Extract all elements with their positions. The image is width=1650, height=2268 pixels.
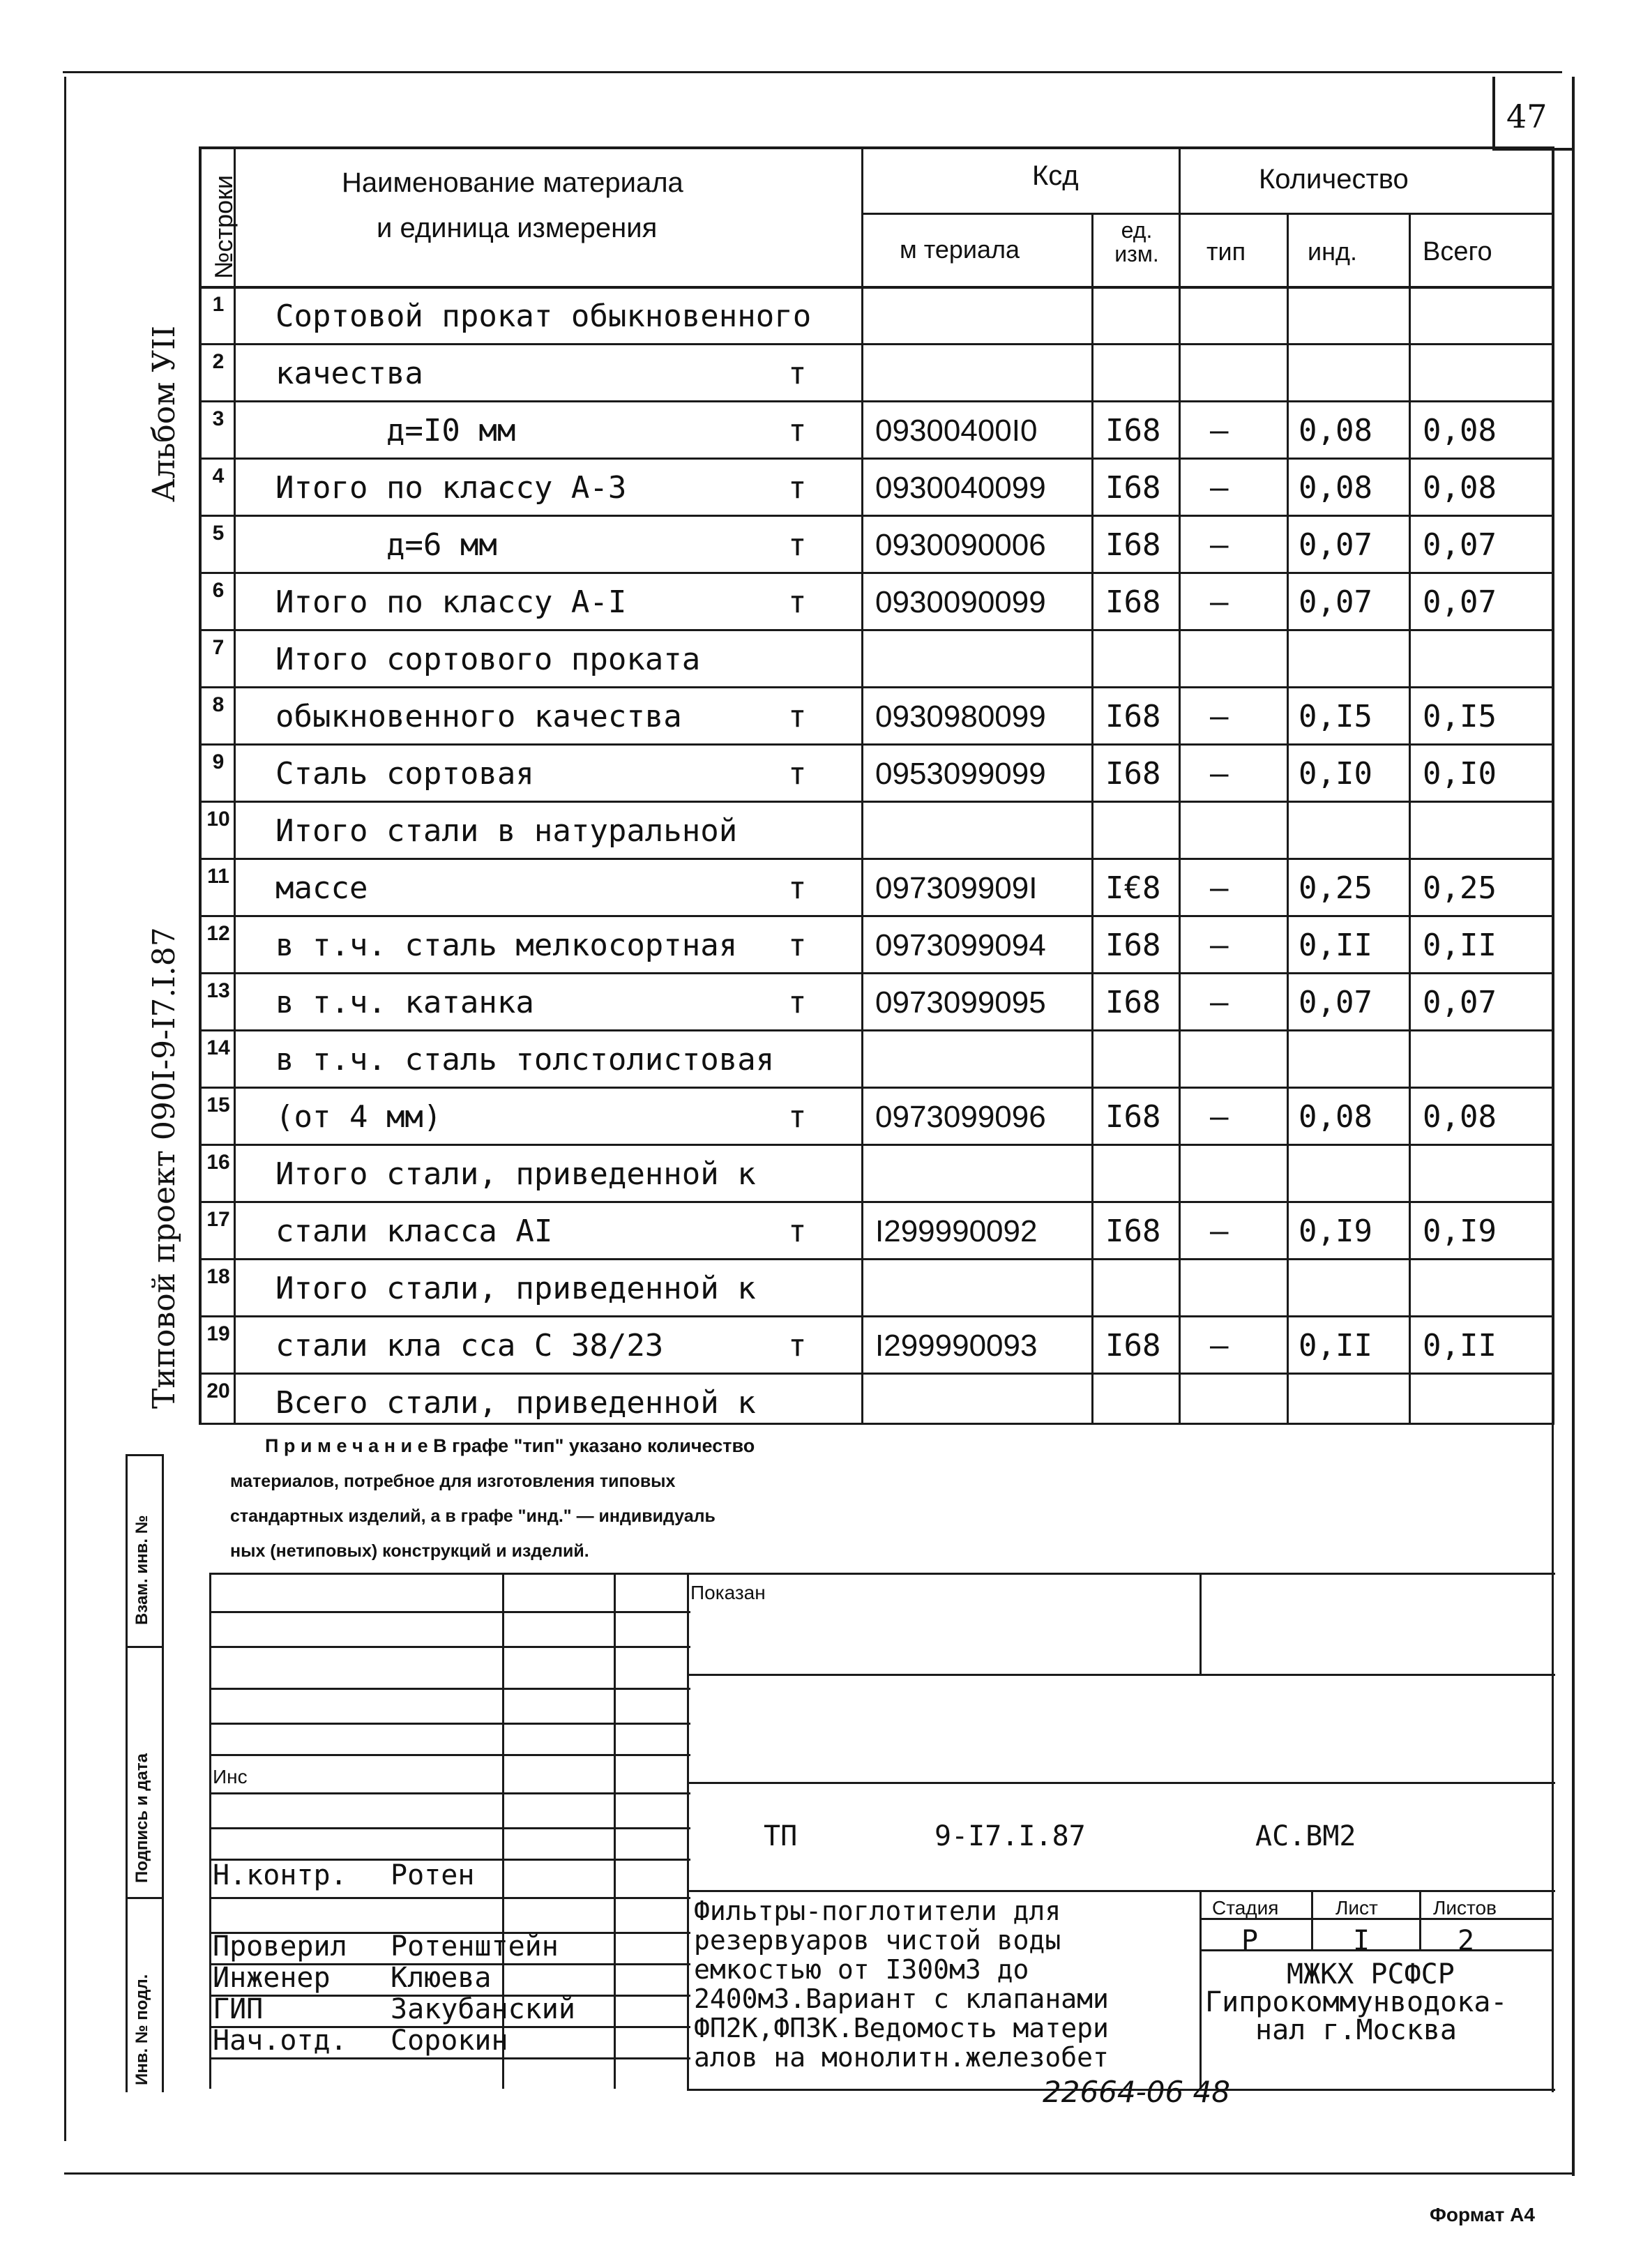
qty-type: – <box>1210 1214 1229 1249</box>
stamp-title-line: Фильтры-поглотители для <box>694 1896 1061 1926</box>
name-header-line2: и единица измерения <box>377 213 658 243</box>
row-number: 4 <box>212 464 225 487</box>
unit-letter: т <box>788 928 807 963</box>
qty-total: 0,I0 <box>1423 756 1497 792</box>
row-number-header: №строки <box>209 174 238 279</box>
qty-ind: 0,08 <box>1299 413 1372 448</box>
stamp-side-col-left <box>126 1454 128 2092</box>
material-code: 097309909I <box>875 871 1038 905</box>
stage-label: Стадия <box>1212 1897 1279 1919</box>
qty-total: 0,I5 <box>1423 699 1497 734</box>
unit-letter: т <box>788 756 807 792</box>
unit-letter: т <box>788 699 807 734</box>
stamp-role: Инженер <box>213 1962 331 1994</box>
material-name: д=6 мм <box>275 527 497 563</box>
unit-letter: т <box>788 985 807 1020</box>
material-name: Всего стали, приведенной к <box>275 1385 756 1421</box>
qty-total: 0,07 <box>1423 527 1497 563</box>
material-name: в т.ч. сталь мелкосортная <box>275 928 738 963</box>
material-name: (от 4 мм) <box>275 1099 442 1135</box>
table-row-line <box>199 1029 1552 1031</box>
table-row-line <box>199 629 1552 631</box>
sheet-value: I <box>1353 1925 1370 1957</box>
table-row-line <box>199 1144 1552 1146</box>
sheets-label: Листов <box>1433 1897 1497 1919</box>
stamp-title-line: 2400м3.Вариант с клапанами <box>694 1983 1109 2014</box>
table-row-line <box>199 1315 1552 1317</box>
stamp-left-row <box>209 1827 690 1829</box>
material-header: м териала <box>900 235 1020 264</box>
table-row-line <box>199 458 1552 460</box>
stamp-person-name: Сорокин <box>391 2025 508 2057</box>
row-number: 16 <box>206 1151 230 1174</box>
unit-code: I68 <box>1105 756 1161 792</box>
stamp-mid1 <box>687 1674 1555 1676</box>
album-label: Альбом УII <box>146 326 182 502</box>
table-top-line <box>199 146 1552 149</box>
table-row-line <box>199 801 1552 803</box>
table-row-line <box>199 972 1552 974</box>
qty-ind: 0,07 <box>1299 584 1372 620</box>
qty-type: – <box>1210 1328 1229 1363</box>
unit-letter: т <box>788 356 807 391</box>
org-line2: Гипрокоммунводока- <box>1205 1986 1508 2018</box>
material-name: в т.ч. катанка <box>275 985 534 1020</box>
col-type-line <box>1179 146 1181 1423</box>
table-row-line <box>199 286 1552 289</box>
qty-type: – <box>1210 413 1229 448</box>
stamp-col-date <box>687 1573 689 2089</box>
row-number: 11 <box>207 865 229 888</box>
footer-number: 22664-06 48 <box>1043 2075 1231 2109</box>
stamp-left-row <box>209 1754 690 1756</box>
qty-total: 0,25 <box>1423 870 1497 906</box>
row-number: 7 <box>212 636 225 659</box>
qty-total: 0,I9 <box>1423 1214 1497 1249</box>
stamp-side-col-right <box>162 1454 164 2092</box>
qty-total: 0,08 <box>1423 1099 1497 1135</box>
stamp-mid3 <box>687 1890 1555 1892</box>
note-line1: П р и м е ч а н и е В графе "тип" указано количество <box>265 1435 755 1456</box>
material-code: I299990092 <box>875 1214 1038 1248</box>
material-name: стали класса АI <box>275 1214 553 1249</box>
table-row-line <box>199 915 1552 917</box>
material-name: Итого стали, приведенной к <box>275 1271 756 1306</box>
stamp-role: ГИП <box>213 1993 264 2025</box>
row-number: 1 <box>212 293 225 316</box>
stamp-stage-sep1 <box>1311 1890 1313 1949</box>
side-podpis-data: Подпись и дата <box>133 1753 151 1883</box>
material-name: стали кла сса С 38/23 <box>275 1328 664 1363</box>
row-number: 9 <box>212 750 225 773</box>
material-code: 0930090099 <box>875 585 1046 619</box>
unit-code: I€8 <box>1105 870 1161 906</box>
qty-type: – <box>1210 527 1229 563</box>
side-inv-podl: Инв. № подл. <box>133 1974 151 2085</box>
unit-letter: т <box>788 870 807 906</box>
row-number: 5 <box>212 522 225 545</box>
row-number: 8 <box>212 693 225 716</box>
material-name: в т.ч. сталь толстолистовая <box>275 1042 775 1078</box>
stamp-stage-sep2 <box>1419 1890 1421 1949</box>
material-name: Итого сортового проката <box>275 642 701 677</box>
unit-code: I68 <box>1105 1328 1161 1363</box>
qty-ind: 0,I0 <box>1299 756 1372 792</box>
table-row-line <box>199 343 1552 345</box>
stamp-right-sep1 <box>1199 1573 1202 1674</box>
qty-type: – <box>1210 699 1229 734</box>
unit-code: I68 <box>1105 1214 1161 1249</box>
stamp-top <box>687 1573 1555 1575</box>
row-number: 12 <box>206 922 230 945</box>
table-row-line <box>199 1087 1552 1089</box>
stamp-left-row <box>209 1646 690 1648</box>
qty-ind: 0,I5 <box>1299 699 1372 734</box>
qty-type: – <box>1210 470 1229 506</box>
table-right-line <box>1552 146 1554 1425</box>
stamp-person-name: Ротенштейн <box>391 1930 559 1963</box>
stamp-side-sep3 <box>126 1897 164 1899</box>
material-name: Сталь сортовая <box>275 756 534 792</box>
row-number: 14 <box>206 1036 230 1059</box>
row-number: 2 <box>212 350 225 373</box>
material-code: 0930090006 <box>875 528 1046 562</box>
page-number-box <box>1492 77 1495 150</box>
unit-code: I68 <box>1105 584 1161 620</box>
stamp-role: Проверил <box>213 1930 347 1963</box>
stamp-pokazan: Показан <box>690 1582 766 1603</box>
material-name: обыкновенного качества <box>275 699 682 734</box>
stamp-role: Н.контр. <box>213 1859 347 1891</box>
stamp-mark: АС.ВМ2 <box>1255 1820 1356 1852</box>
total-header: Всего <box>1423 237 1492 266</box>
name-header-line1: Наименование материала <box>342 167 683 198</box>
table-row-line <box>199 1373 1552 1375</box>
unit-letter: т <box>788 1328 807 1363</box>
row-number: 6 <box>212 579 225 602</box>
unit-code: I68 <box>1105 527 1161 563</box>
stamp-left-row <box>209 1723 690 1725</box>
stamp-mid2 <box>687 1782 1555 1784</box>
unit-code: I68 <box>1105 699 1161 734</box>
stamp-person-name: Закубанский <box>391 1993 575 2025</box>
stamp-title-line: ФП2К,ФП3К.Ведомость матери <box>694 2013 1109 2043</box>
material-name: Итого стали, приведенной к <box>275 1156 756 1192</box>
row-number: 3 <box>212 407 225 430</box>
material-name: Итого по классу А-3 <box>275 470 627 506</box>
stamp-side-sep2 <box>126 1646 164 1648</box>
row-number: 10 <box>206 808 230 831</box>
qty-ind: 0,08 <box>1299 1099 1372 1135</box>
row-number: 20 <box>206 1379 230 1403</box>
stamp-left-row <box>209 1897 690 1899</box>
stamp-col-sign <box>614 1573 616 2089</box>
qty-ind: 0,25 <box>1299 870 1372 906</box>
qty-total: 0,08 <box>1423 413 1497 448</box>
material-name: массе <box>275 870 368 906</box>
project-label: Типовой проект 090I-9-I7.I.87 <box>146 927 182 1409</box>
table-row-line <box>199 1201 1552 1203</box>
right-border <box>1572 77 1575 2176</box>
table-row-line <box>199 686 1552 688</box>
material-code: 09300400I0 <box>875 414 1038 448</box>
unit-code: I68 <box>1105 985 1161 1020</box>
table-row-line <box>199 572 1552 574</box>
table-row-line <box>199 400 1552 402</box>
org-line3: нал г.Москва <box>1255 2014 1457 2046</box>
stamp-left-row <box>209 2057 690 2059</box>
side-vzam-inv: Взам. инв. № <box>133 1515 151 1625</box>
material-name: д=I0 мм <box>275 413 516 448</box>
stamp-ins: Инс <box>213 1766 248 1787</box>
format-label: Формат А4 <box>1430 2204 1535 2225</box>
material-name: Итого по классу А-I <box>275 584 627 620</box>
qty-type: – <box>1210 928 1229 963</box>
row-number: 18 <box>206 1265 230 1288</box>
stamp-doc-code: 9-I7.I.87 <box>934 1820 1086 1852</box>
qty-type: – <box>1210 985 1229 1020</box>
org-line1: МЖКХ РСФСР <box>1287 1958 1455 1990</box>
type-header: тип <box>1206 237 1246 266</box>
stamp-title-line: алов на монолитн.железобет <box>694 2042 1109 2073</box>
stamp-person-name: Клюева <box>391 1962 492 1994</box>
unit-letter: т <box>788 584 807 620</box>
sheet-label: Лист <box>1335 1897 1378 1919</box>
page-number: 47 <box>1506 98 1547 135</box>
unit-code: I68 <box>1105 928 1161 963</box>
row-number: 15 <box>206 1094 230 1117</box>
note-line4: ных (нетиповых) конструкций и изделий. <box>230 1541 589 1561</box>
qty-type: – <box>1210 1099 1229 1135</box>
code-header: Ксд <box>1032 160 1079 191</box>
table-row-line <box>199 743 1552 746</box>
qty-total: 0,II <box>1423 1328 1497 1363</box>
stamp-person-name: Ротен <box>391 1859 475 1891</box>
ind-header: инд. <box>1308 237 1357 266</box>
unit-letter: т <box>788 1214 807 1249</box>
material-code: 0973099095 <box>875 985 1046 1020</box>
qty-total: 0,07 <box>1423 985 1497 1020</box>
stamp-left-row <box>209 1792 690 1794</box>
unit-letter: т <box>788 1099 807 1135</box>
bottom-border <box>64 2172 1574 2175</box>
top-dashed-border <box>63 71 1562 73</box>
qty-ind: 0,I9 <box>1299 1214 1372 1249</box>
stamp-left-row <box>209 1573 690 1575</box>
table-row-line <box>199 1258 1552 1260</box>
qty-ind: 0,08 <box>1299 470 1372 506</box>
material-code: 0930980099 <box>875 700 1046 734</box>
stamp-side-sep1 <box>126 1454 164 1456</box>
stamp-tp: ТП <box>764 1820 798 1852</box>
unit-letter: т <box>788 413 807 448</box>
unit-code: I68 <box>1105 1099 1161 1135</box>
col-ind-line <box>1287 213 1289 1423</box>
qty-ind: 0,II <box>1299 928 1372 963</box>
stamp-right-edge <box>1552 1423 1554 2092</box>
material-code: 0973099094 <box>875 928 1046 962</box>
material-name: Сортовой прокат обыкновенного <box>275 298 812 334</box>
sheets-value: 2 <box>1458 1925 1475 1957</box>
col-unit-line <box>1091 213 1093 1423</box>
stamp-role: Нач.отд. <box>213 2025 347 2057</box>
material-code: I299990093 <box>875 1329 1038 1363</box>
unit-letter: т <box>788 470 807 506</box>
qty-type: – <box>1210 870 1229 906</box>
material-code: 0973099096 <box>875 1100 1046 1134</box>
note-line3: стандартных изделий, а в графе "инд." — индивидуаль <box>230 1506 716 1526</box>
material-name: качества <box>275 356 423 391</box>
material-code: 0930040099 <box>875 471 1046 505</box>
qty-total: 0,07 <box>1423 584 1497 620</box>
unit-code: I68 <box>1105 413 1161 448</box>
table-left-line <box>199 146 202 1425</box>
qty-type: – <box>1210 756 1229 792</box>
quantity-header: Количество <box>1259 164 1409 195</box>
unit-code: I68 <box>1105 470 1161 506</box>
material-code: 0953099099 <box>875 757 1046 791</box>
col-total-line <box>1409 213 1411 1423</box>
qty-ind: 0,07 <box>1299 527 1372 563</box>
qty-total: 0,08 <box>1423 470 1497 506</box>
qty-ind: 0,II <box>1299 1328 1372 1363</box>
col-code-line <box>861 146 863 1423</box>
unit-letter: т <box>788 527 807 563</box>
stamp-title-line: емкостью от I300м3 до <box>694 1954 1029 1985</box>
unit-header: ед. изм. <box>1114 218 1159 266</box>
row-number: 19 <box>206 1322 230 1345</box>
qty-type: – <box>1210 584 1229 620</box>
table-row-line <box>199 515 1552 517</box>
material-name: Итого стали в натуральной <box>275 813 738 849</box>
note-line2: материалов, потребное для изготовления типовых <box>230 1472 676 1491</box>
stamp-title-line: резервуаров чистой воды <box>694 1925 1061 1956</box>
stamp-left-row <box>209 1611 690 1613</box>
qty-ind: 0,07 <box>1299 985 1372 1020</box>
row-number: 13 <box>206 979 230 1002</box>
left-border <box>64 77 66 2141</box>
subheader-line <box>861 213 1552 215</box>
row-number: 17 <box>206 1208 230 1231</box>
stage-value: Р <box>1241 1925 1259 1957</box>
stamp-left-edge <box>209 1573 211 2089</box>
stamp-left-row <box>209 1688 690 1690</box>
table-row-line <box>199 858 1552 860</box>
qty-total: 0,II <box>1423 928 1497 963</box>
